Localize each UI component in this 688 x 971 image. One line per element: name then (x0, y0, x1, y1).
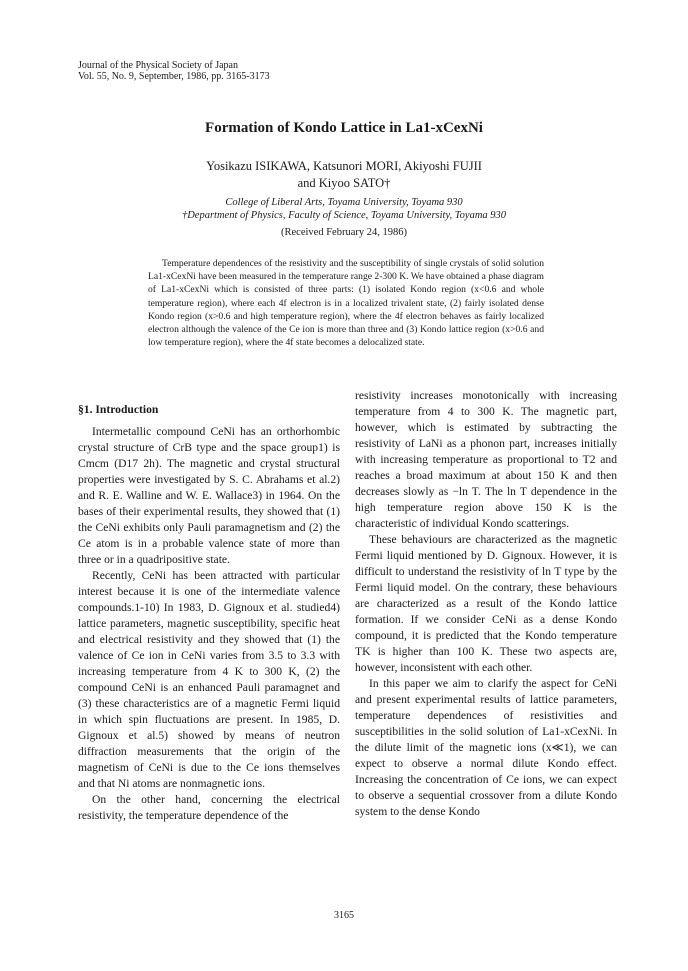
authors-line-1: Yosikazu ISIKAWA, Katsunori MORI, Akiyoshi FUJII (206, 159, 482, 173)
affiliation-2: †Department of Physics, Faculty of Science, Toyama University, Toyama 930 (181, 210, 507, 221)
paragraph: Intermetallic compound CeNi has an orthorhombic crystal structure of CrB type and the space group1) is Cmcm (D17 2h). The magnetic and crystal structural properties were investigated by S. C. Abrahams et al.2) and R. E. Walline and W. E. Wallace3) in 1964. On the bases of their experimental results, they showed that (1) the CeNi exhibits only Pauli paramagnetism and (2) the Ce atom is in a probable valence state of more than three or in a quadripositive state. (78, 425, 340, 566)
abstract (148, 257, 544, 349)
paragraph: Recently, CeNi has been attracted with particular interest because it is one of the intermediate valence compounds.1-10) In 1983, D. Gignoux et al. studied4) lattice parameters, magnetic susceptibility, specific heat and electrical resistivity and they showed that (1) the valence of Ce ion in CeNi varies from 3.5 to 3.3 with increasing temperature from 4 K to 300 K, (2) the compound CeNi is an enhanced Pauli paramagnet and (3) these characteristics are of a magnetic Fermi liquid in which spin fluctuations are present. In 1985, D. Gignoux et al.5) showed by means of neutron diffraction measurements that the origin of the magnetism of CeNi is due to the Ce ions themselves and that Ni atoms are nonmagnetic ions. (78, 569, 340, 790)
journal-header (78, 60, 270, 82)
authors-line-2: and Kiyoo SATO† (297, 176, 391, 190)
paper-title: Formation of Kondo Lattice in La1-xCexNi (205, 120, 483, 136)
page-number: 3165 (334, 910, 354, 921)
right-column (355, 388, 617, 820)
paragraph: resistivity increases monotonically with increasing temperature from 4 to 300 K. The magnetic part, however, which is estimated by subtracting the resistivity of LaNi as a phonon part, increases initially with increasing temperature as proportional to T2 and reaches a broad maximum at about 150 K and then decreases slowly as −ln T. The ln T dependence in the high temperature region above 150 K is the characteristic of individual Kondo scatterings. (355, 389, 617, 530)
paragraph: On the other hand, concerning the electrical resistivity, the temperature dependence of the (78, 793, 340, 822)
paragraph: In this paper we aim to clarify the aspect for CeNi and present experimental results of lattice parameters, temperature dependences of resistivities and susceptibilities in the solid solution of La1-xCexNi. In the dilute limit of the magnetic ions (x≪1), we can expect to observe a normal dilute Kondo effect. Increasing the concentration of Ce ions, we can expect to observe a sequential crossover from a dilute Kondo system to the dense Kondo (355, 677, 617, 818)
journal-volume: Vol. 55, No. 9, September, 1986, pp. 3165-3173 (78, 71, 270, 82)
paragraph: These behaviours are characterized as the magnetic Fermi liquid mentioned by D. Gignoux. However, it is difficult to understand the resistivity of ln T type by the Fermi liquid model. On the contrary, these behaviours are characterized as a result of the Kondo lattice formation. If we consider CeNi as a dense Kondo compound, it is predicted that the Kondo temperature TK is higher than 100 K. These two aspects are, however, inconsistent with each other. (355, 533, 617, 674)
section-heading: §1. Introduction (78, 403, 159, 416)
abstract-text: Temperature dependences of the resistivity and the susceptibility of single crystals of solid solution La1-xCexNi have been measured in the temperature range 2-300 K. We have obtained a phase diagram of La1-xCexNi which is consisted of three parts: (1) isolated Kondo region (x<0.6 and whole temperature region), where each 4f electron is in a localized trivalent state, (2) fairly isolated dense Kondo region (x>0.6 and high temperature region), where the 4f electron behaves as fairly localized electron although the valence of the Ce ion is more than three and (3) Kondo lattice region (x>0.6 and low temperature region), where the 4f state becomes a delocalized state. (148, 258, 544, 349)
author-list (0, 158, 688, 192)
received-date: (Received February 24, 1986) (281, 227, 407, 238)
journal-name: Journal of the Physical Society of Japan (78, 60, 238, 71)
affiliation-1: College of Liberal Arts, Toyama University, Toyama 930 (225, 197, 463, 208)
left-column (78, 388, 340, 824)
affiliations (0, 196, 688, 222)
